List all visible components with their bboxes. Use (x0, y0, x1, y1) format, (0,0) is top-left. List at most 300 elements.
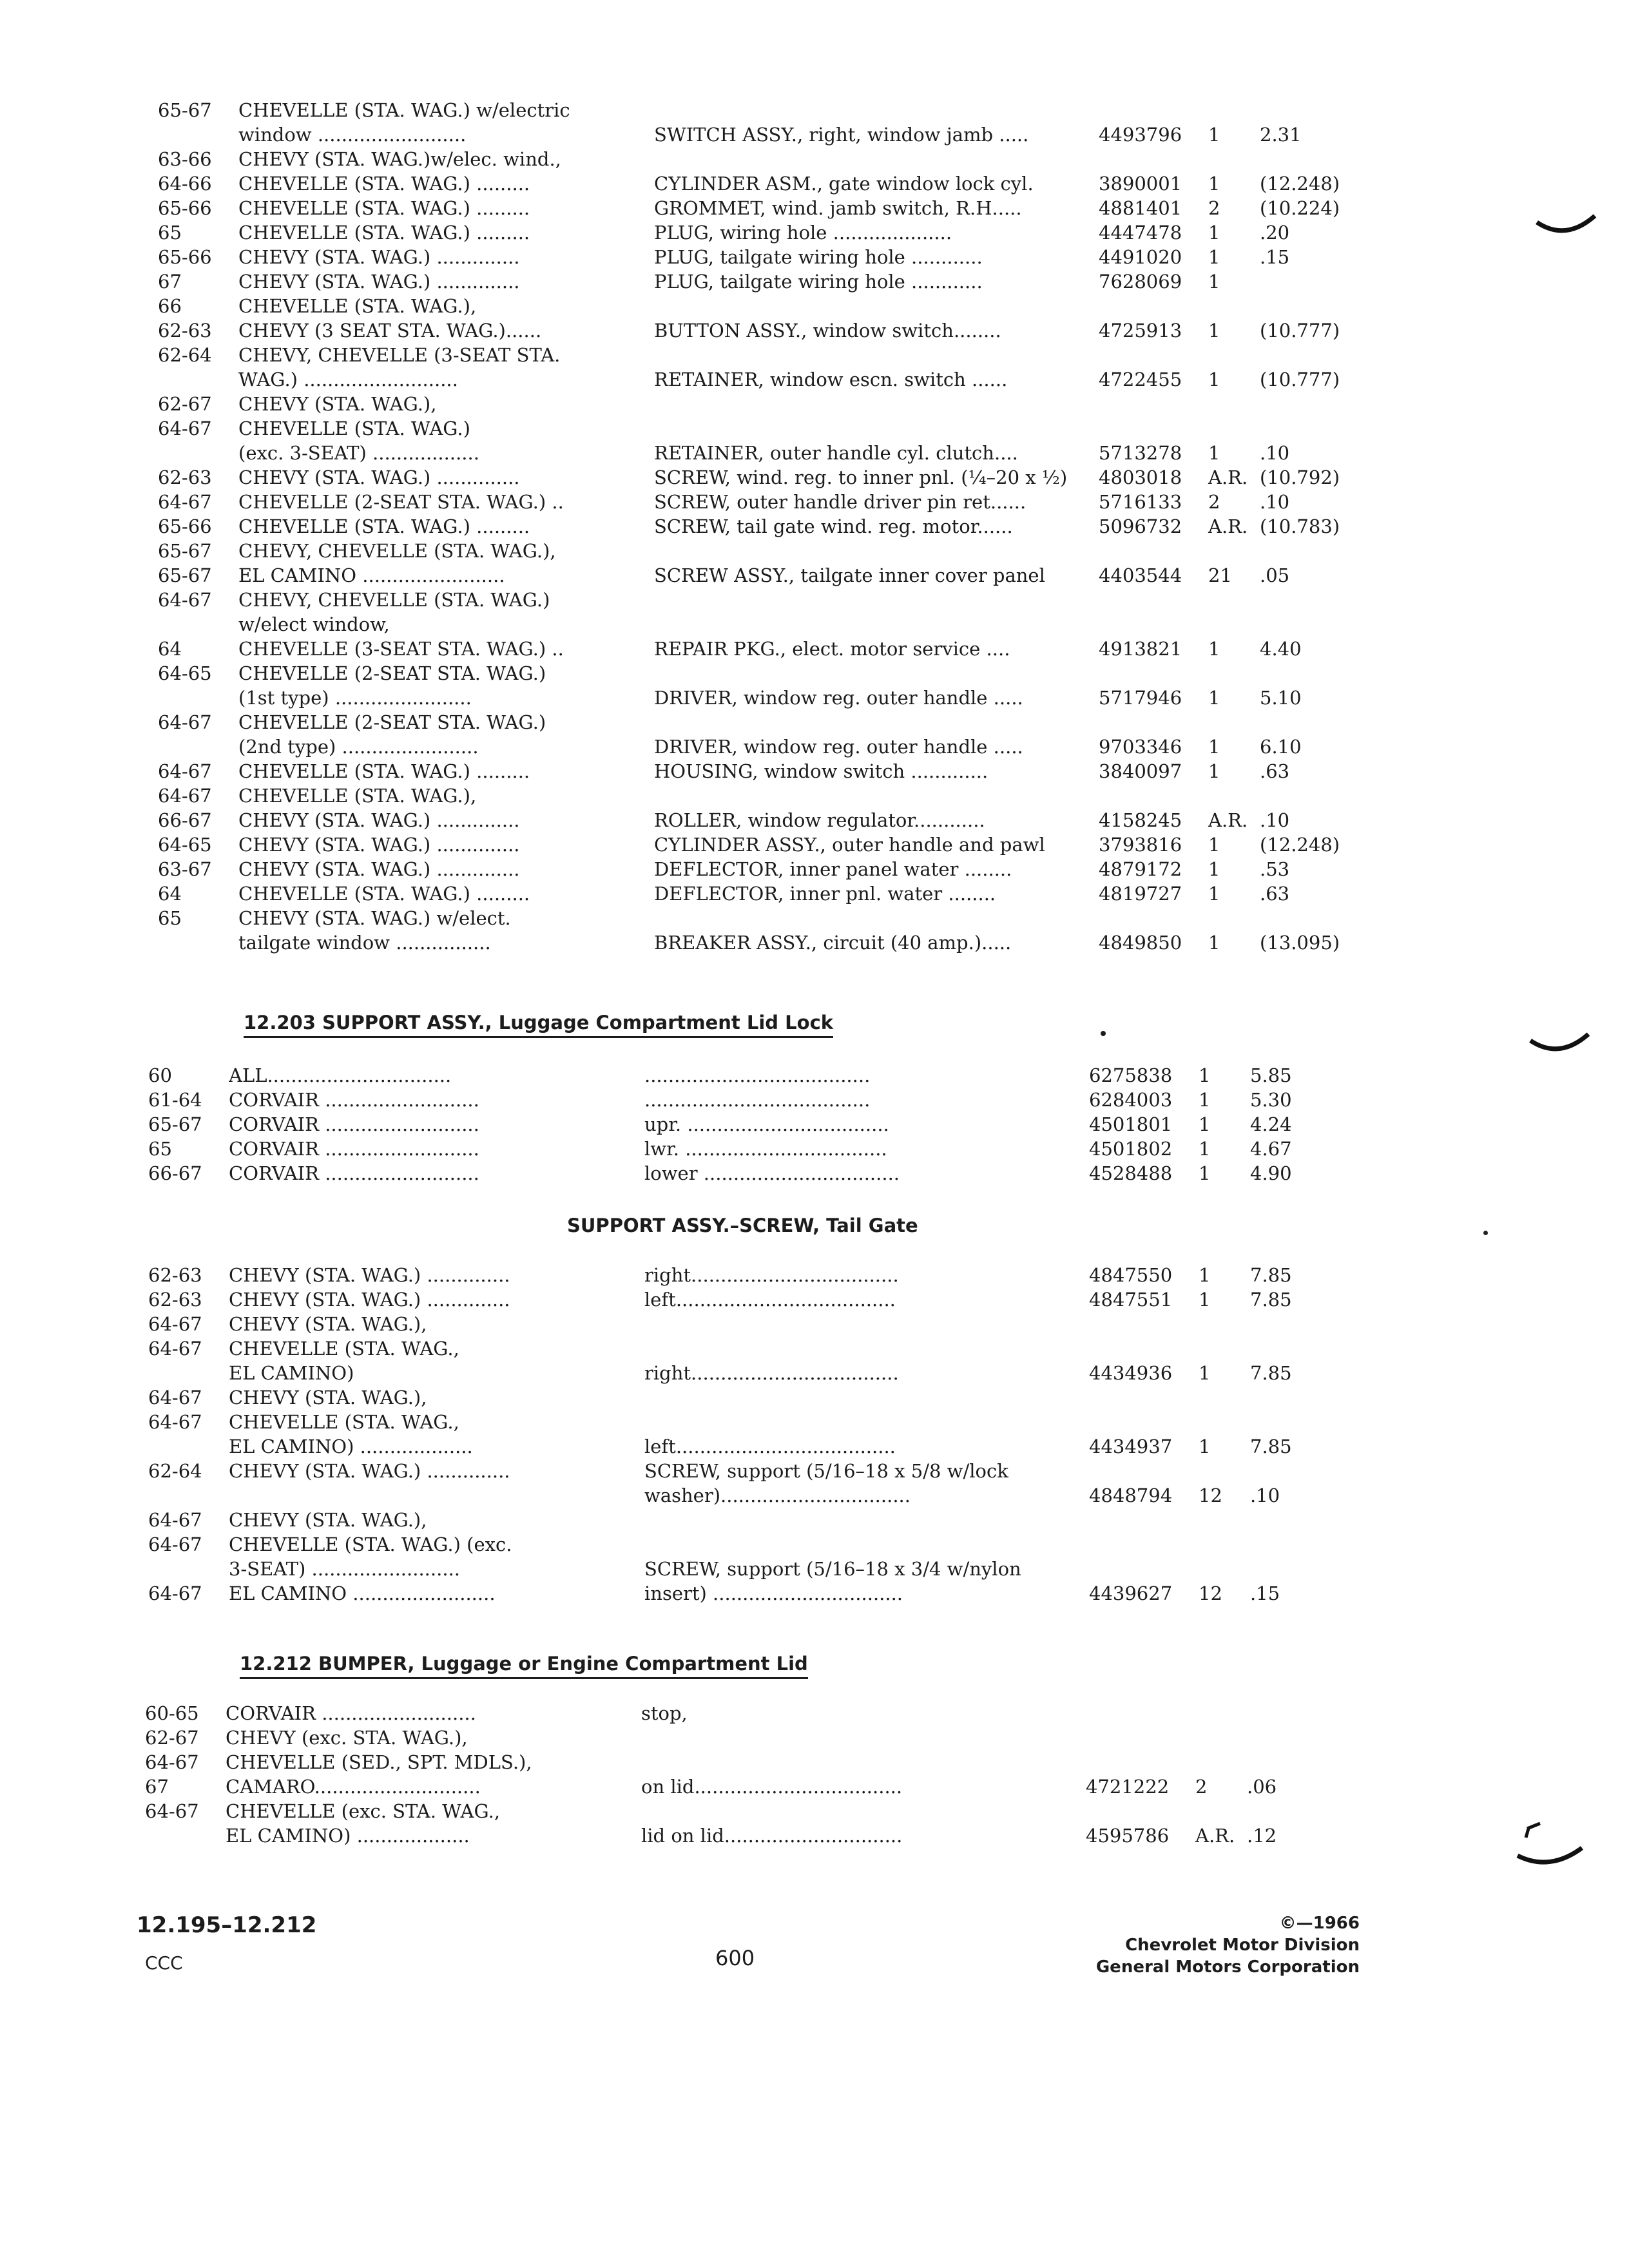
cell-desc: ...................................... (644, 1089, 871, 1111)
cell-part: 3840097 (1099, 760, 1182, 782)
cell-model: CHEVELLE (exc. STA. WAG., (226, 1800, 501, 1822)
cell-year: 62-64 (158, 344, 212, 366)
table-row (148, 1137, 1373, 1161)
cell-desc: lid on lid.............................. (641, 1825, 903, 1847)
cell-part: 4447478 (1099, 222, 1182, 244)
cell-desc: right................................... (644, 1362, 899, 1384)
table-row (158, 122, 1382, 147)
cell-model: 3-SEAT) ......................... (229, 1558, 460, 1580)
cell-part: 5717946 (1099, 687, 1182, 709)
bullet-dot (1101, 1031, 1106, 1036)
table-row (158, 906, 1382, 930)
cell-year: 65-67 (148, 1113, 202, 1135)
table-row (158, 686, 1382, 710)
cell-desc: SCREW, support (5/16–18 x 5/8 w/lock (644, 1460, 1008, 1482)
cell-model: CHEVY (STA. WAG.)w/elec. wind., (238, 148, 561, 170)
cell-part: 4434937 (1089, 1436, 1173, 1457)
cell-qty: 1 (1208, 736, 1220, 758)
cell-model: CHEVY (STA. WAG.) .............. (229, 1264, 510, 1286)
cell-desc: SWITCH ASSY., right, window jamb ..... (654, 124, 1029, 146)
cell-model: (2nd type) ....................... (238, 736, 479, 758)
cell-part: 4847551 (1089, 1289, 1173, 1311)
cell-qty: A.R. (1208, 466, 1248, 488)
table-row (145, 1750, 1369, 1774)
cell-price: .10 (1260, 442, 1290, 464)
cell-year: 64-67 (158, 418, 212, 439)
cell-model: CHEVELLE (2-SEAT STA. WAG.) (238, 711, 546, 733)
cell-part: 4528488 (1089, 1162, 1173, 1184)
cell-price: (10.783) (1260, 515, 1340, 537)
cell-desc: washer)................................ (644, 1485, 911, 1506)
cell-part: 4819727 (1099, 883, 1182, 905)
cell-part: 7628069 (1099, 271, 1182, 293)
cell-desc: RETAINER, window escn. switch ...... (654, 369, 1008, 390)
cell-desc: DEFLECTOR, inner panel water ........ (654, 858, 1012, 880)
cell-model: (1st type) ....................... (238, 687, 472, 709)
cell-model: CHEVY (STA. WAG.) .............. (238, 858, 520, 880)
cell-desc: GROMMET, wind. jamb switch, R.H..... (654, 197, 1022, 219)
footer-division: Chevrolet Motor Division (1125, 1936, 1360, 1955)
cell-price: .15 (1250, 1582, 1280, 1604)
table-row (148, 1161, 1373, 1186)
table-row (148, 1336, 1373, 1361)
cell-year: 63-67 (158, 858, 212, 880)
cell-model: tailgate window ................ (238, 932, 491, 954)
cell-year: 67 (145, 1776, 169, 1798)
cell-model: CHEVY (3 SEAT STA. WAG.)...... (238, 320, 542, 341)
cell-model: CHEVELLE (STA. WAG., (229, 1411, 459, 1433)
table-row (148, 1312, 1373, 1336)
cell-model: CORVAIR .......................... (226, 1702, 476, 1724)
cell-desc: DEFLECTOR, inner pnl. water ........ (654, 883, 996, 905)
table-row (158, 196, 1382, 220)
table-row (145, 1774, 1369, 1799)
cell-model: CHEVY, CHEVELLE (3-SEAT STA. (238, 344, 561, 366)
table-row (148, 1434, 1373, 1459)
parts-table-bumper (145, 1701, 1369, 1848)
cell-year: 64-67 (158, 760, 212, 782)
cell-year: 65-66 (158, 515, 212, 537)
cell-year: 64 (158, 883, 182, 905)
cell-price: 7.85 (1250, 1264, 1292, 1286)
table-row (158, 465, 1382, 490)
table-row (158, 881, 1382, 906)
cell-qty: 1 (1208, 442, 1220, 464)
cell-year: 64-65 (158, 662, 212, 684)
cell-part: 4595786 (1086, 1825, 1170, 1847)
cell-model: (exc. 3-SEAT) .................. (238, 442, 479, 464)
cell-year: 64 (158, 638, 182, 660)
table-row (158, 441, 1382, 465)
cell-price: .53 (1260, 858, 1290, 880)
cell-qty: 1 (1208, 320, 1220, 341)
cell-desc: PLUG, tailgate wiring hole ............ (654, 271, 983, 293)
cell-model: CHEVY (STA. WAG.), (238, 393, 437, 415)
cell-qty: 2 (1208, 491, 1220, 513)
cell-model: WAG.) .......................... (238, 369, 458, 390)
cell-part: 6284003 (1089, 1089, 1173, 1111)
cell-desc: on lid................................... (641, 1776, 903, 1798)
table-row (158, 147, 1382, 171)
cell-model: CHEVY, CHEVELLE (STA. WAG.) (238, 589, 550, 611)
cell-year: 64-66 (158, 173, 212, 195)
table-row (158, 783, 1382, 808)
table-row (158, 269, 1382, 294)
cell-qty: 1 (1208, 124, 1220, 146)
cell-price: .05 (1260, 564, 1290, 586)
cell-model: CORVAIR .......................... (229, 1113, 479, 1135)
table-row (158, 735, 1382, 759)
parts-table-support-screw (148, 1263, 1373, 1606)
cell-desc: SCREW, tail gate wind. reg. motor...... (654, 515, 1013, 537)
cell-price: (12.248) (1260, 834, 1340, 856)
cell-year: 64-67 (158, 711, 212, 733)
cell-price: .12 (1247, 1825, 1277, 1847)
table-row (148, 1063, 1373, 1088)
cell-model: CHEVY (STA. WAG.) .............. (229, 1289, 510, 1311)
cell-qty: 1 (1208, 760, 1220, 782)
table-row (148, 1581, 1373, 1606)
cell-model: CHEVY (STA. WAG.), (229, 1509, 427, 1531)
cell-part: 5713278 (1099, 442, 1182, 464)
table-row (145, 1701, 1369, 1725)
cell-qty: 12 (1199, 1582, 1222, 1604)
cell-year: 64-67 (145, 1751, 199, 1773)
table-row (158, 832, 1382, 857)
cell-desc: DRIVER, window reg. outer handle ..... (654, 687, 1023, 709)
cell-model: CHEVY (STA. WAG.) .............. (238, 809, 520, 831)
cell-qty: 1 (1208, 883, 1220, 905)
cell-price: 2.31 (1260, 124, 1302, 146)
cell-desc: left..................................... (644, 1436, 896, 1457)
cell-model: EL CAMINO) ................... (226, 1825, 470, 1847)
cell-model: CORVAIR .......................... (229, 1138, 479, 1160)
cell-desc: ROLLER, window regulator............ (654, 809, 985, 831)
cell-desc: lower ................................. (644, 1162, 900, 1184)
cell-qty: 1 (1199, 1289, 1211, 1311)
binder-mark-icon (1527, 1024, 1592, 1063)
table-row (148, 1410, 1373, 1434)
cell-model: w/elect window, (238, 613, 390, 635)
binder-mark-icon (1534, 206, 1598, 245)
cell-desc: SCREW, outer handle driver pin ret...... (654, 491, 1027, 513)
table-row (158, 637, 1382, 661)
table-row (158, 392, 1382, 416)
cell-model: CHEVELLE (STA. WAG.) w/electric (238, 99, 570, 121)
table-row (158, 930, 1382, 955)
cell-qty: 1 (1208, 834, 1220, 856)
cell-desc: SCREW, support (5/16–18 x 3/4 w/nylon (644, 1558, 1021, 1580)
cell-part: 4803018 (1099, 466, 1182, 488)
table-row (158, 416, 1382, 441)
table-row (148, 1112, 1373, 1137)
cell-model: CHEVELLE (STA. WAG., (229, 1338, 459, 1360)
cell-part: 4501801 (1089, 1113, 1173, 1135)
table-row (158, 294, 1382, 318)
cell-year: 65-67 (158, 564, 212, 586)
cell-model: CHEVELLE (STA. WAG.) ......... (238, 197, 530, 219)
cell-part: 3793816 (1099, 834, 1182, 856)
cell-part: 4879172 (1099, 858, 1182, 880)
cell-desc: ...................................... (644, 1064, 871, 1086)
cell-part: 5716133 (1099, 491, 1182, 513)
cell-part: 4881401 (1099, 197, 1182, 219)
cell-part: 4493796 (1099, 124, 1182, 146)
cell-price: 7.85 (1250, 1362, 1292, 1384)
cell-model: CHEVELLE (STA. WAG.) ......... (238, 222, 530, 244)
cell-year: 62-63 (148, 1289, 202, 1311)
cell-model: CHEVY (STA. WAG.) .............. (238, 466, 520, 488)
cell-model: CHEVY (STA. WAG.) .............. (238, 834, 520, 856)
cell-year: 64-67 (148, 1509, 202, 1531)
cell-year: 65-67 (158, 99, 212, 121)
cell-model: CHEVY (STA. WAG.) .............. (229, 1460, 510, 1482)
cell-year: 60-65 (145, 1702, 199, 1724)
table-row (148, 1508, 1373, 1532)
cell-year: 65-66 (158, 246, 212, 268)
cell-model: CHEVY (STA. WAG.) .............. (238, 246, 520, 268)
cell-price: 5.85 (1250, 1064, 1292, 1086)
cell-part: 3890001 (1099, 173, 1182, 195)
cell-qty: A.R. (1195, 1825, 1235, 1847)
cell-model: CHEVELLE (SED., SPT. MDLS.), (226, 1751, 532, 1773)
cell-year: 64-67 (148, 1387, 202, 1408)
cell-desc: stop, (641, 1702, 688, 1724)
cell-year: 62-63 (148, 1264, 202, 1286)
cell-model: CHEVELLE (STA. WAG.) ......... (238, 760, 530, 782)
table-row (158, 710, 1382, 735)
footer-code: CCC (145, 1952, 183, 1974)
cell-price: 4.40 (1260, 638, 1302, 660)
cell-year: 64-67 (145, 1800, 199, 1822)
cell-qty: 1 (1199, 1089, 1211, 1111)
cell-desc: CYLINDER ASSY., outer handle and pawl (654, 834, 1045, 856)
cell-price: .63 (1260, 883, 1290, 905)
cell-qty: 1 (1199, 1064, 1211, 1086)
speck-dot (1483, 1231, 1488, 1235)
cell-qty: 1 (1199, 1113, 1211, 1135)
table-row (158, 367, 1382, 392)
cell-model: CHEVY (exc. STA. WAG.), (226, 1727, 468, 1749)
parts-table-support-lid-lock (148, 1063, 1373, 1186)
table-row (158, 857, 1382, 881)
table-row (145, 1823, 1369, 1848)
table-row (158, 661, 1382, 686)
cell-qty: 21 (1208, 564, 1232, 586)
cell-price: 7.85 (1250, 1436, 1292, 1457)
cell-qty: 1 (1208, 369, 1220, 390)
cell-year: 66 (158, 295, 182, 317)
cell-desc: RETAINER, outer handle cyl. clutch.... (654, 442, 1018, 464)
cell-qty: 1 (1199, 1162, 1211, 1184)
table-row (145, 1799, 1369, 1823)
cell-part: 4849850 (1099, 932, 1182, 954)
cell-year: 62-63 (158, 320, 212, 341)
cell-year: 67 (158, 271, 182, 293)
cell-price: 5.10 (1260, 687, 1302, 709)
cell-desc: BREAKER ASSY., circuit (40 amp.)..... (654, 932, 1012, 954)
cell-part: 4403544 (1099, 564, 1182, 586)
binder-mark-icon (1514, 1817, 1585, 1875)
cell-price: 4.24 (1250, 1113, 1292, 1135)
cell-year: 66-67 (148, 1162, 202, 1184)
cell-desc: SCREW ASSY., tailgate inner cover panel (654, 564, 1045, 586)
cell-qty: 2 (1208, 197, 1220, 219)
cell-year: 65-66 (158, 197, 212, 219)
cell-model: CHEVELLE (STA. WAG.), (238, 785, 477, 807)
cell-year: 66-67 (158, 809, 212, 831)
page-number: 600 (715, 1946, 755, 1970)
footer-corporation: General Motors Corporation (1095, 1957, 1360, 1977)
cell-desc: lwr. .................................. (644, 1138, 887, 1160)
cell-year: 62-67 (158, 393, 212, 415)
cell-price: .10 (1250, 1485, 1280, 1506)
cell-model: EL CAMINO ........................ (238, 564, 505, 586)
cell-desc: upr. .................................. (644, 1113, 889, 1135)
section-heading-support-screw: SUPPORT ASSY.–SCREW, Tail Gate (567, 1215, 918, 1236)
cell-desc: HOUSING, window switch ............. (654, 760, 988, 782)
cell-qty: 1 (1208, 271, 1220, 293)
cell-price: .63 (1260, 760, 1290, 782)
cell-part: 4501802 (1089, 1138, 1173, 1160)
cell-model: CORVAIR .......................... (229, 1089, 479, 1111)
cell-qty: 1 (1199, 1436, 1211, 1457)
cell-model: CHEVELLE (STA. WAG.) ......... (238, 883, 530, 905)
cell-part: 4725913 (1099, 320, 1182, 341)
cell-desc: right................................... (644, 1264, 899, 1286)
cell-year: 64-67 (158, 491, 212, 513)
cell-desc: insert) ................................ (644, 1582, 903, 1604)
cell-model: EL CAMINO) (229, 1362, 354, 1384)
cell-year: 64-67 (148, 1533, 202, 1555)
cell-desc: left..................................... (644, 1289, 896, 1311)
cell-price: (13.095) (1260, 932, 1340, 954)
cell-qty: 1 (1208, 246, 1220, 268)
cell-model: EL CAMINO ........................ (229, 1582, 496, 1604)
cell-year: 64-67 (148, 1338, 202, 1360)
cell-part: 4721222 (1086, 1776, 1170, 1798)
table-row (148, 1287, 1373, 1312)
cell-desc: BUTTON ASSY., window switch........ (654, 320, 1001, 341)
cell-year: 64-67 (158, 589, 212, 611)
table-row (158, 588, 1382, 612)
cell-part: 4913821 (1099, 638, 1182, 660)
table-row (148, 1459, 1373, 1483)
cell-price: .10 (1260, 809, 1290, 831)
table-row (158, 514, 1382, 539)
table-row (158, 563, 1382, 588)
table-row (148, 1385, 1373, 1410)
cell-qty: 1 (1208, 932, 1220, 954)
cell-model: CHEVY (STA. WAG.) w/elect. (238, 907, 511, 929)
cell-desc: PLUG, tailgate wiring hole ............ (654, 246, 983, 268)
cell-qty: 2 (1195, 1776, 1208, 1798)
section-heading-12-203: 12.203 SUPPORT ASSY., Luggage Compartment Lid Lock (244, 1012, 833, 1038)
cell-year: 60 (148, 1064, 172, 1086)
table-row (158, 98, 1382, 122)
cell-model: ALL............................... (229, 1064, 452, 1086)
cell-year: 62-63 (158, 466, 212, 488)
table-row (158, 343, 1382, 367)
cell-year: 62-67 (145, 1727, 199, 1749)
cell-qty: 1 (1208, 638, 1220, 660)
table-row (158, 490, 1382, 514)
cell-model: CORVAIR .......................... (229, 1162, 479, 1184)
cell-qty: A.R. (1208, 809, 1248, 831)
parts-table-continued (158, 98, 1382, 955)
cell-desc: REPAIR PKG., elect. motor service .... (654, 638, 1010, 660)
table-row (148, 1483, 1373, 1508)
cell-price: (10.777) (1260, 369, 1340, 390)
cell-model: CHEVELLE (STA. WAG.) (exc. (229, 1533, 512, 1555)
cell-model: CHEVY (STA. WAG.) .............. (238, 271, 520, 293)
cell-year: 64-67 (148, 1582, 202, 1604)
cell-year: 64-65 (158, 834, 212, 856)
cell-price: 6.10 (1260, 736, 1302, 758)
table-row (148, 1361, 1373, 1385)
cell-model: CHEVELLE (STA. WAG.) ......... (238, 173, 530, 195)
table-row (158, 171, 1382, 196)
table-row (158, 759, 1382, 783)
cell-price: (12.248) (1260, 173, 1340, 195)
cell-part: 4491020 (1099, 246, 1182, 268)
cell-year: 65 (148, 1138, 172, 1160)
cell-year: 63-66 (158, 148, 212, 170)
cell-qty: 1 (1199, 1138, 1211, 1160)
cell-part: 4722455 (1099, 369, 1182, 390)
cell-price: 4.90 (1250, 1162, 1292, 1184)
cell-model: CHEVY (STA. WAG.), (229, 1313, 427, 1335)
cell-qty: 12 (1199, 1485, 1222, 1506)
cell-price: (10.777) (1260, 320, 1340, 341)
cell-price: 7.85 (1250, 1289, 1292, 1311)
footer-section-range: 12.195–12.212 (137, 1912, 317, 1938)
cell-year: 62-64 (148, 1460, 202, 1482)
cell-part: 6275838 (1089, 1064, 1173, 1086)
cell-year: 65 (158, 222, 182, 244)
cell-part: 4158245 (1099, 809, 1182, 831)
cell-price: 5.30 (1250, 1089, 1292, 1111)
table-row (145, 1725, 1369, 1750)
table-row (158, 318, 1382, 343)
cell-model: CAMARO............................ (226, 1776, 481, 1798)
cell-model: CHEVELLE (2-SEAT STA. WAG.) (238, 662, 546, 684)
cell-qty: 1 (1199, 1362, 1211, 1384)
cell-part: 5096732 (1099, 515, 1182, 537)
table-row (148, 1088, 1373, 1112)
cell-part: 4439627 (1089, 1582, 1173, 1604)
table-row (148, 1263, 1373, 1287)
cell-qty: 1 (1208, 687, 1220, 709)
cell-qty: 1 (1208, 858, 1220, 880)
cell-part: 9703346 (1099, 736, 1182, 758)
cell-year: 61-64 (148, 1089, 202, 1111)
table-row (158, 808, 1382, 832)
table-row (148, 1557, 1373, 1581)
cell-year: 65 (158, 907, 182, 929)
table-row (158, 245, 1382, 269)
cell-model: CHEVELLE (2-SEAT STA. WAG.) .. (238, 491, 564, 513)
cell-qty: 1 (1208, 173, 1220, 195)
cell-price: (10.792) (1260, 466, 1340, 488)
cell-desc: SCREW, wind. reg. to inner pnl. (¼–20 x ½) (654, 466, 1068, 488)
cell-year: 64-67 (148, 1313, 202, 1335)
cell-year: 65-67 (158, 540, 212, 562)
cell-model: CHEVELLE (3-SEAT STA. WAG.) .. (238, 638, 564, 660)
table-row (158, 539, 1382, 563)
cell-qty: 1 (1208, 222, 1220, 244)
section-heading-12-212: 12.212 BUMPER, Luggage or Engine Compartment Lid (240, 1653, 808, 1679)
